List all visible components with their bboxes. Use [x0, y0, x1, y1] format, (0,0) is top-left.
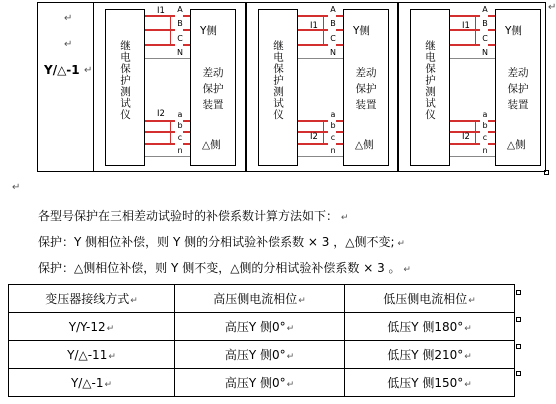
table-cell: 低压Y 侧150°↵: [345, 369, 515, 397]
current-label-top: I1: [157, 6, 165, 16]
tester-label: 继电保护测试仪: [424, 40, 436, 121]
phase-label: C: [482, 34, 488, 43]
phase-label: N: [177, 48, 183, 57]
phase-wire: [450, 143, 480, 145]
current-label-top: I1: [310, 21, 318, 31]
device-side-bottom: △侧: [355, 139, 374, 151]
table-cell: 低压Y 侧210°↵: [345, 341, 515, 369]
cell-end-marker: [516, 290, 521, 295]
phase-label: b: [330, 121, 336, 130]
connector-line: [475, 120, 476, 143]
phase-label: c: [330, 133, 336, 142]
return-mark: ↵: [12, 182, 21, 193]
current-label-top: I1: [462, 21, 470, 31]
phase-wire: [145, 44, 175, 46]
phase-wire: [183, 29, 190, 31]
phase-wire: [450, 156, 495, 157]
current-label-bottom: I2: [310, 132, 318, 142]
phase-wire: [336, 29, 343, 31]
intro-paragraph: 各型号保护在三相差动试验时的补偿系数计算方法如下： ↵: [38, 209, 349, 223]
phase-wire: [298, 44, 328, 46]
phase-wire: [488, 44, 495, 46]
cell-end-marker: [516, 317, 521, 322]
device-side-top: Y侧: [505, 25, 522, 37]
phase-wire: [336, 15, 343, 17]
table-header-row: [9, 285, 515, 313]
phase-label: a: [177, 110, 183, 119]
cell-end-marker: [516, 371, 521, 376]
phase-label: c: [482, 133, 488, 142]
phase-wire: [298, 143, 328, 145]
phase-wire: [298, 58, 343, 59]
device-side-bottom: △侧: [507, 139, 526, 151]
phase-wire: [145, 143, 175, 145]
device-desc-line: 装置: [355, 99, 377, 111]
tester-label: 继电保护测试仪: [272, 40, 284, 121]
phase-wire: [183, 131, 190, 133]
phase-label: a: [482, 110, 488, 119]
device-side-bottom: △侧: [202, 139, 221, 151]
table-cell: 低压Y 侧180°↵: [345, 313, 515, 341]
device-desc-line: 装置: [202, 99, 224, 111]
phase-label: A: [330, 5, 336, 14]
table-cell: Y/△-1↵: [9, 369, 175, 397]
connector-line: [475, 15, 476, 44]
phase-wire: [183, 15, 190, 17]
device-side-top: Y侧: [353, 25, 370, 37]
return-mark: ↵: [548, 2, 556, 13]
table-row: [9, 369, 515, 397]
phase-label: B: [177, 19, 183, 28]
device-desc-line: 装置: [507, 99, 529, 111]
table-cell: 高压Y 侧0°↵: [175, 341, 345, 369]
table-header-cell: 高压侧电流相位↵: [175, 285, 345, 313]
device-desc-line: 保护: [507, 83, 529, 95]
table-row: [9, 341, 515, 369]
table-cell: 高压Y 侧0°↵: [175, 369, 345, 397]
phase-wire: [336, 44, 343, 46]
wiring-table: [8, 284, 515, 397]
device-side-top: Y侧: [200, 25, 217, 37]
bullet-item-2: 保护：△侧相位补偿，则 Y 侧不变，△侧的分相试验补偿系数 × 3 。 ↵: [38, 261, 411, 275]
phase-wire: [488, 15, 495, 17]
phase-label: n: [330, 146, 336, 155]
tester-label: 继电保护测试仪: [119, 40, 131, 121]
device-desc-line: 保护: [355, 83, 377, 95]
phase-label: N: [482, 48, 488, 57]
current-label-bottom: I2: [462, 132, 470, 142]
phase-label: C: [330, 34, 336, 43]
phase-wire: [336, 143, 343, 145]
phase-label: N: [330, 48, 336, 57]
phase-label: C: [177, 34, 183, 43]
phase-label: c: [177, 133, 183, 142]
phase-label: B: [330, 19, 336, 28]
phase-label: n: [177, 146, 183, 155]
phase-wire: [183, 143, 190, 145]
phase-wire: [450, 58, 495, 59]
phase-wire: [183, 44, 190, 46]
connector-line: [170, 15, 171, 44]
current-label-bottom: I2: [157, 109, 165, 119]
cell-end-marker: [516, 344, 521, 349]
left-label-cell: [37, 2, 94, 172]
connection-label: Y/△-1: [44, 63, 80, 77]
phase-wire: [488, 29, 495, 31]
phase-label: b: [177, 121, 183, 130]
phase-label: b: [482, 121, 488, 130]
phase-wire: [145, 58, 190, 59]
connector-line: [323, 15, 324, 44]
return-mark: ↵: [64, 39, 73, 50]
cell-end-marker: [544, 170, 549, 175]
device-desc-line: 保护: [202, 83, 224, 95]
table-header-cell: 低压侧电流相位↵: [345, 285, 515, 313]
phase-label: a: [330, 110, 336, 119]
phase-wire: [298, 156, 343, 157]
phase-wire: [450, 44, 480, 46]
table-cell: Y/Y-12↵: [9, 313, 175, 341]
device-desc-line: 差动: [355, 67, 377, 79]
return-mark: ↵: [84, 65, 93, 76]
connector-line: [170, 120, 171, 143]
connector-line: [323, 120, 324, 143]
table-cell: 高压Y 侧0°↵: [175, 313, 345, 341]
phase-wire: [336, 131, 343, 133]
device-desc-line: 差动: [507, 67, 529, 79]
phase-label: n: [482, 146, 488, 155]
phase-label: A: [482, 5, 488, 14]
table-row: [9, 313, 515, 341]
phase-wire: [488, 143, 495, 145]
table-header-cell: 变压器接线方式↵: [9, 285, 175, 313]
device-desc-line: 差动: [202, 67, 224, 79]
phase-label: B: [482, 19, 488, 28]
return-mark: ↵: [64, 13, 73, 24]
bullet-item-1: 保护：Y 侧相位补偿，则 Y 侧的分相试验补偿系数 × 3 ，△侧不变; ↵: [38, 235, 405, 249]
table-cell: Y/△-11↵: [9, 341, 175, 369]
phase-wire: [488, 131, 495, 133]
phase-wire: [145, 156, 190, 157]
phase-label: A: [177, 5, 183, 14]
